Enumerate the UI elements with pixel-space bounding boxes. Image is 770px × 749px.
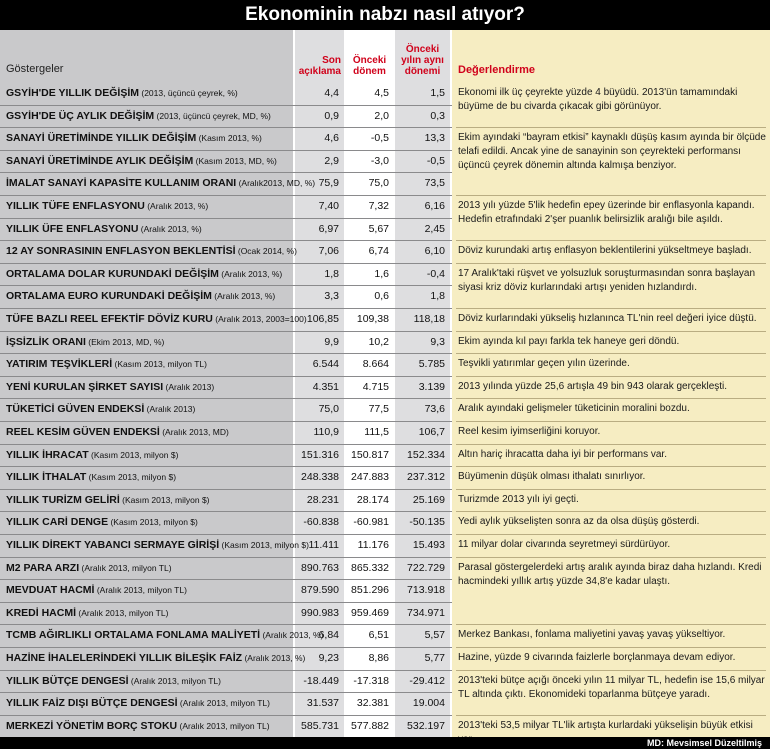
year-ago-value: -50.135	[409, 516, 445, 529]
indicator-detail: (Kasım 2013, milyon $)	[108, 517, 198, 528]
indicator-label	[6, 511, 198, 534]
year-ago-header-line3: dönemi	[404, 66, 441, 77]
indicator-detail: (Aralık 2013, milyon TL)	[76, 607, 169, 618]
assessment-divider	[456, 195, 766, 196]
indicator-detail: (Aralık 2013)	[163, 381, 215, 392]
row-divider	[0, 511, 452, 512]
indicator-name: YILLIK DİREKT YABANCI SERMAYE GİRİŞİ	[6, 539, 220, 551]
assessment-divider	[456, 263, 766, 264]
year-ago-value: -0,4	[426, 267, 445, 280]
year-ago-value: 0,3	[430, 109, 445, 122]
indicator-detail: (Aralık 2013, milyon TL)	[177, 698, 270, 709]
assessment-text: Yedi aylık yükselişten sonra az da olsa düşüş gösterdi.	[458, 516, 700, 528]
year-ago-value: 73,6	[424, 403, 445, 416]
table-row	[0, 195, 450, 218]
year-ago-value: 19.004	[412, 697, 445, 710]
indicator-name: YILLIK TÜFE ENFLASYONU	[6, 200, 145, 212]
assessment-divider	[456, 715, 766, 716]
table-row	[0, 670, 450, 693]
indicator-label	[6, 624, 323, 647]
table-row	[0, 172, 450, 195]
row-divider	[0, 195, 452, 196]
previous-header	[345, 30, 394, 82]
row-divider	[0, 105, 452, 106]
row-divider	[0, 692, 452, 693]
indicator-detail: (Aralık 2013, %)	[218, 268, 283, 279]
table-row	[0, 150, 450, 173]
indicator-label	[6, 218, 202, 241]
table-row	[0, 376, 450, 399]
indicator-label	[6, 670, 221, 693]
indicator-label	[6, 692, 270, 715]
indicator-detail: (Aralık 2013, %)	[138, 223, 202, 234]
row-divider	[0, 466, 452, 467]
previous-value: 4.715	[362, 380, 389, 393]
year-ago-value: 2,45	[424, 222, 445, 235]
assessment-text: Reel kesim iyimserliğini koruyor.	[458, 426, 601, 437]
indicator-name: SANAYİ ÜRETİMİNDE YILLIK DEĞİŞİM	[6, 132, 197, 145]
year-ago-value: 152.334	[407, 448, 445, 461]
indicator-label	[6, 602, 168, 625]
latest-value: 2,9	[324, 154, 339, 167]
assessment-text: Merkez Bankası, fonlama maliyetini yavaş yavaş yükseltiyor.	[458, 629, 726, 641]
row-divider	[0, 647, 452, 648]
indicator-name: İMALAT SANAYİ KAPASİTE KULLANIM ORANI	[6, 177, 237, 190]
previous-value: 6,74	[368, 245, 389, 258]
indicator-detail: (Aralık 2013, milyon TL)	[177, 720, 270, 731]
year-ago-value: 1,8	[430, 290, 445, 303]
year-ago-value: 25.169	[412, 493, 445, 506]
previous-value: 959.469	[351, 606, 389, 619]
table-row	[0, 398, 450, 421]
indicator-name: YATIRIM TEŞVİKLERİ	[6, 358, 113, 371]
previous-value: 11.176	[357, 539, 389, 551]
assessment-divider	[456, 534, 766, 535]
previous-value: 111,5	[364, 426, 389, 438]
row-divider	[0, 602, 452, 603]
indicator-name: GSYİH'DE YILLIK DEĞİŞİM	[6, 87, 139, 99]
assessment-divider	[456, 670, 766, 671]
row-divider	[0, 240, 452, 241]
indicator-detail: (Aralık 2013, MD)	[159, 427, 229, 437]
indicator-detail: (Aralık 2013)	[144, 404, 196, 415]
indicator-name: YILLIK İHRACAT	[6, 448, 89, 461]
indicators-header-label: Göstergeler	[6, 63, 64, 75]
indicator-label	[6, 557, 172, 580]
assessment-text: 2013 yılı yüzde 5'lik hedefin epey üzerinde bir enflasyonla kapandı. Hedefin etrafındaki 2'şer puanlık belirsizlik aralığı bile aşıldı.	[458, 200, 755, 225]
year-ago-value: 713.918	[407, 584, 445, 597]
assessment-text: Aralık ayındaki gelişmeler tüketicinin moralini bozdu.	[458, 403, 690, 415]
table-row	[0, 534, 450, 557]
indicator-detail: (Kasım 2013, milyon TL)	[112, 359, 207, 370]
table-row	[0, 308, 450, 331]
latest-value: 75,9	[318, 177, 339, 190]
year-ago-value: 532.197	[407, 719, 445, 732]
indicator-detail: (Aralık 2013, %)	[260, 630, 324, 641]
assessment-text: Hazine, yüzde 9 civarında faizlerle borçlanmaya devam ediyor.	[458, 652, 736, 663]
row-divider	[0, 534, 452, 535]
indicator-detail: (Ekim 2013, MD, %)	[85, 336, 165, 347]
previous-header-line1: Önceki	[352, 55, 387, 66]
previous-value: 109,38	[356, 313, 389, 325]
assessment-divider	[456, 331, 766, 332]
latest-value: -18.449	[303, 674, 339, 687]
indicator-name: ORTALAMA DOLAR KURUNDAKİ DEĞİŞİM	[6, 267, 219, 280]
indicator-name: M2 PARA ARZI	[6, 561, 80, 574]
latest-value: 6.544	[312, 358, 339, 371]
latest-value: 31.537	[306, 697, 339, 710]
indicator-label	[6, 715, 270, 738]
latest-value: 6,84	[318, 629, 339, 642]
previous-value: 0,6	[374, 290, 389, 303]
row-divider	[0, 579, 452, 580]
assessment-text: 2013'teki bütçe açığı önceki yılın 11 milyar TL, hedefin ise 15,6 milyar TL altında çıktı. Ekonomideki toparlanma bütçeye yaradı.	[458, 674, 765, 700]
assessment-text: Ekonomi ilk üç çeyrekte yüzde 4 büyüdü. 2013'ün tamamındaki büyüme de bu civarda çıkacak gibi görünüyor.	[458, 87, 738, 112]
indicator-detail: (Aralık 2013, 2003=100)	[212, 314, 307, 324]
indicator-name: HAZİNE İHALELERİNDEKİ YILLIK BİLEŞİK FAİZ	[6, 652, 243, 664]
latest-value: 110,9	[313, 426, 339, 438]
indicator-label	[6, 421, 229, 444]
table-row	[0, 647, 450, 670]
indicator-label	[6, 150, 277, 173]
row-divider	[0, 308, 452, 309]
latest-value: -60.838	[303, 516, 339, 529]
table-row	[0, 557, 450, 580]
latest-value: 0,9	[324, 109, 339, 122]
assessment-divider	[456, 376, 766, 377]
assessment-divider	[456, 353, 766, 354]
indicator-name: MERKEZİ YÖNETİM BORÇ STOKU	[6, 719, 178, 732]
assessment-text: 11 milyar dolar civarında seyretmeyi sürdürüyor.	[458, 539, 671, 550]
indicator-detail: (Aralık 2013, %)	[242, 653, 306, 663]
indicator-detail: (Aralık 2013, milyon TL)	[94, 585, 187, 596]
assessment-divider	[456, 624, 766, 625]
indicator-label	[6, 195, 208, 218]
row-divider	[0, 421, 452, 422]
previous-value: 851.296	[351, 584, 389, 597]
previous-value: 150.817	[351, 448, 389, 461]
indicator-name: İŞSİZLİK ORANI	[6, 335, 86, 348]
latest-value: 879.590	[301, 584, 339, 597]
row-divider	[0, 557, 452, 558]
year-ago-value: 5.785	[418, 358, 445, 371]
latest-value: 890.763	[301, 561, 339, 574]
indicator-label	[6, 263, 282, 286]
previous-value: 6,51	[368, 629, 389, 642]
assessment-text: Büyümenin düşük olması ithalatı sınırlıyor.	[458, 471, 646, 483]
year-ago-value: 106,7	[418, 426, 445, 438]
table-row	[0, 444, 450, 467]
table-row	[0, 331, 450, 354]
latest-value: 7,06	[318, 245, 339, 258]
assessment-divider	[456, 240, 766, 241]
indicator-label	[6, 240, 297, 263]
previous-value: -3,0	[370, 154, 389, 167]
previous-value: 1,6	[374, 267, 389, 280]
table-row	[0, 421, 450, 444]
table-row	[0, 579, 450, 602]
year-ago-value: 9,3	[430, 335, 445, 348]
row-divider	[0, 376, 452, 377]
indicator-name: GSYİH'DE ÜÇ AYLIK DEĞİŞİM	[6, 109, 155, 122]
latest-value: 106,85	[306, 313, 339, 325]
assessment-divider	[456, 308, 766, 309]
indicator-label	[6, 489, 210, 512]
indicator-label	[6, 376, 214, 399]
previous-value: -0,5	[370, 132, 389, 145]
year-ago-header	[395, 30, 450, 82]
latest-value: 1,8	[324, 267, 339, 280]
assessment-text: Döviz kurlarındaki yükseliş hızlanınca TL'nin reel değeri iyice düştü.	[458, 313, 757, 324]
previous-value: 8.664	[362, 358, 389, 371]
year-ago-value: 13,3	[424, 132, 445, 145]
indicator-label	[6, 172, 315, 195]
indicator-label	[6, 444, 178, 467]
indicator-detail: (2013, üçüncü çeyrek, MD, %)	[154, 110, 271, 121]
indicator-label	[6, 82, 238, 105]
latest-value: 75,0	[318, 403, 339, 416]
table-row	[0, 105, 450, 128]
row-divider	[0, 715, 452, 716]
assessment-divider	[456, 127, 766, 128]
indicator-detail: (2013, üçüncü çeyrek, %)	[139, 88, 238, 98]
table-row	[0, 285, 450, 308]
indicators-header	[0, 30, 293, 82]
latest-value: 28.231	[306, 493, 339, 506]
year-ago-value: 6,10	[424, 245, 445, 258]
table-row	[0, 263, 450, 286]
assessment-divider	[456, 466, 766, 467]
latest-header-line2: açıklama	[298, 66, 341, 77]
previous-value: 77,5	[368, 403, 389, 416]
latest-value: 9,23	[318, 652, 339, 664]
table-row	[0, 218, 450, 241]
previous-value: 7,32	[368, 200, 389, 212]
indicator-label	[6, 353, 207, 376]
assessment-text: Ekim ayındaki “bayram etkisi” kaynaklı düşüş kasım ayında bir ölçüde telafi edildi. Ancak yine de sanayinin son çeyrekteki performansı üçüncü çeyrek dönemin altında kalmışa benziyor.	[458, 132, 766, 172]
indicator-detail: (Kasım 2013, %)	[196, 133, 262, 144]
latest-value: 11.411	[308, 539, 339, 551]
indicator-detail: (Kasım 2013, MD, %)	[193, 155, 277, 166]
assessment-header-label: Değerlendirme	[458, 64, 536, 76]
previous-value: 2,0	[374, 109, 389, 122]
indicator-name: 12 AY SONRASININ ENFLASYON BEKLENTİSİ	[6, 245, 236, 258]
row-divider	[0, 624, 452, 625]
indicator-detail: (Aralık2013, MD, %)	[236, 178, 316, 189]
latest-value: 4,4	[324, 87, 339, 99]
previous-value: 5,67	[368, 222, 389, 235]
previous-value: -17.318	[353, 674, 389, 687]
indicator-label	[6, 285, 275, 308]
previous-value: 247.883	[351, 471, 389, 484]
indicator-label	[6, 105, 271, 128]
year-ago-value: 6,16	[424, 200, 445, 212]
indicator-detail: (Aralık 2013, milyon TL)	[128, 675, 221, 686]
assessment-divider	[456, 444, 766, 445]
year-ago-header-line2: yılın aynı	[401, 55, 444, 66]
row-divider	[0, 489, 452, 490]
indicator-name: YILLIK TURİZM GELİRİ	[6, 493, 120, 506]
assessment-text: 17 Aralık'taki rüşvet ve yolsuzluk soruşturmasından sonra başlayan siyasi kriz döviz kurlarındaki artışı yeniden hızlandırdı.	[458, 267, 756, 293]
row-divider	[0, 398, 452, 399]
indicator-name: REEL KESİM GÜVEN ENDEKSİ	[6, 426, 160, 438]
latest-value: 6,97	[318, 222, 339, 235]
latest-value: 9,9	[324, 335, 339, 348]
assessment-text: Parasal göstergelerdeki artış aralık ayında biraz daha hızlandı. Kredi hacmindeki yıllık artış yüzde 34,8'e kadar ulaştı.	[458, 561, 762, 587]
row-divider	[0, 218, 452, 219]
assessment-text: 2013'teki 53,5 milyar TL'lik artışta kurlardaki yükselişin büyük etkisi	[458, 719, 753, 731]
table-row	[0, 511, 450, 534]
indicator-label	[6, 308, 307, 331]
year-ago-value: 722.729	[407, 561, 445, 574]
indicator-detail: (Kasım 2013, milyon $)	[119, 494, 210, 505]
indicator-detail: (Aralık 2013, %)	[144, 201, 209, 211]
previous-value: 10,2	[368, 335, 389, 348]
table-row	[0, 602, 450, 625]
assessment-divider	[456, 421, 766, 422]
indicator-detail: (Kasım 2013, milyon $)	[86, 472, 177, 483]
indicator-label	[6, 579, 187, 602]
assessment-divider	[456, 557, 766, 558]
indicator-detail: (Kasım 2013, milyon $)	[88, 449, 179, 460]
previous-header-line2: dönem	[353, 66, 386, 77]
indicator-name: YILLIK İTHALAT	[6, 471, 87, 484]
indicator-label	[6, 127, 262, 150]
assessment-text: Turizmde 2013 yılı iyi geçti.	[458, 493, 579, 505]
row-divider	[0, 444, 452, 445]
previous-value: 32.381	[356, 697, 389, 710]
assessment-text: Teşvikli yatırımlar geçen yılın üzerinde.	[458, 358, 630, 370]
year-ago-value: 734.971	[407, 606, 445, 619]
latest-value: 585.731	[301, 719, 339, 732]
previous-value: 75,0	[368, 177, 389, 190]
year-ago-value: 15.493	[412, 539, 445, 551]
previous-value: 865.332	[351, 561, 389, 574]
table-row	[0, 127, 450, 150]
year-ago-value: 5,77	[424, 652, 445, 664]
indicator-label	[6, 647, 305, 670]
indicator-detail: (Aralık 2013, %)	[211, 291, 276, 302]
row-divider	[0, 150, 452, 151]
latest-value: 4.351	[312, 380, 339, 393]
latest-value: 248.338	[301, 471, 339, 484]
table-row	[0, 489, 450, 512]
year-ago-value: 1,5	[430, 87, 445, 99]
indicator-name: SANAYİ ÜRETİMİNDE AYLIK DEĞİŞİM	[6, 154, 194, 167]
latest-value: 990.983	[301, 606, 339, 619]
indicator-name: YILLIK ÜFE ENFLASYONU	[6, 222, 139, 235]
indicator-label	[6, 398, 195, 421]
year-ago-value: -0,5	[426, 154, 445, 167]
table-row	[0, 715, 450, 738]
indicator-detail: (Kasım 2013, milyon $)	[219, 540, 309, 550]
assessment-text: 2013 yılında yüzde 25,6 artışla 49 bin 943 olarak gerçekleşti.	[458, 380, 728, 392]
row-divider	[0, 285, 452, 286]
indicator-detail: (Aralık 2013, milyon TL)	[79, 562, 172, 573]
row-divider	[0, 331, 452, 332]
latest-value: 4,6	[324, 132, 339, 145]
row-divider	[0, 670, 452, 671]
assessment-text: Döviz kurundaki artış enflasyon beklentilerini yükseltmeye başladı.	[458, 245, 752, 257]
table-row	[0, 240, 450, 263]
previous-value: 577.882	[351, 719, 389, 732]
table-row	[0, 353, 450, 376]
latest-value: 7,40	[318, 200, 339, 212]
row-divider	[0, 353, 452, 354]
table-row	[0, 466, 450, 489]
indicator-name: TÜFE BAZLI REEL EFEKTİF DÖVİZ KURU	[6, 313, 213, 325]
indicator-detail: (Ocak 2014, %)	[235, 246, 297, 257]
previous-value: 4,5	[374, 87, 389, 99]
assessment-divider	[456, 511, 766, 512]
latest-header	[295, 30, 344, 82]
assessment-text: Altın hariç ihracatta daha iyi bir performans var.	[458, 448, 667, 460]
indicator-name: TÜKETİCİ GÜVEN ENDEKSİ	[6, 403, 145, 416]
year-ago-value: 237.312	[407, 471, 445, 484]
year-ago-value: 3.139	[418, 380, 445, 393]
row-divider	[0, 172, 452, 173]
indicator-name: YILLIK CARİ DENGE	[6, 516, 109, 529]
row-divider	[0, 263, 452, 264]
previous-value: 28.174	[356, 493, 389, 506]
assessment-divider	[456, 398, 766, 399]
table-row	[0, 692, 450, 715]
row-divider	[0, 127, 452, 128]
assessment-divider	[456, 647, 766, 648]
indicator-name: YILLIK BÜTÇE DENGESİ	[6, 674, 129, 687]
previous-value: 8,86	[368, 652, 389, 664]
year-ago-value: 118,18	[413, 313, 445, 325]
indicator-name: TCMB AĞIRLIKLI ORTALAMA FONLAMA MALİYETİ	[6, 629, 261, 642]
assessment-text: Ekim ayında kıl payı farkla tek haneye geri döndü.	[458, 335, 680, 347]
assessment-divider	[456, 489, 766, 490]
latest-value: 3,3	[324, 290, 339, 303]
year-ago-header-line1: Önceki	[405, 44, 440, 55]
latest-header-line1: Son	[322, 55, 341, 66]
year-ago-value: 5,57	[424, 629, 445, 642]
indicator-name: YILLIK FAİZ DIŞI BÜTÇE DENGESİ	[6, 697, 178, 710]
footnote: MD: Mevsimsel Düzeltilmiş	[646, 738, 762, 748]
latest-value: 151.316	[301, 448, 339, 461]
indicator-name: KREDİ HACMİ	[6, 606, 76, 619]
previous-value: -60.981	[353, 516, 389, 529]
indicator-name: ORTALAMA EURO KURUNDAKİ DEĞİŞİM	[6, 290, 212, 303]
year-ago-value: -29.412	[409, 674, 445, 687]
year-ago-value: 73,5	[424, 177, 445, 190]
table-row	[0, 82, 450, 105]
indicator-name: MEVDUAT HACMİ	[6, 584, 95, 597]
table-row	[0, 624, 450, 647]
indicator-name: YENİ KURULAN ŞİRKET SAYISI	[6, 380, 164, 393]
assessment-header	[452, 30, 770, 82]
indicator-label	[6, 534, 309, 557]
indicator-label	[6, 466, 176, 489]
indicator-label	[6, 331, 164, 354]
page-title: Ekonominin nabzı nasıl atıyor?	[0, 0, 770, 30]
